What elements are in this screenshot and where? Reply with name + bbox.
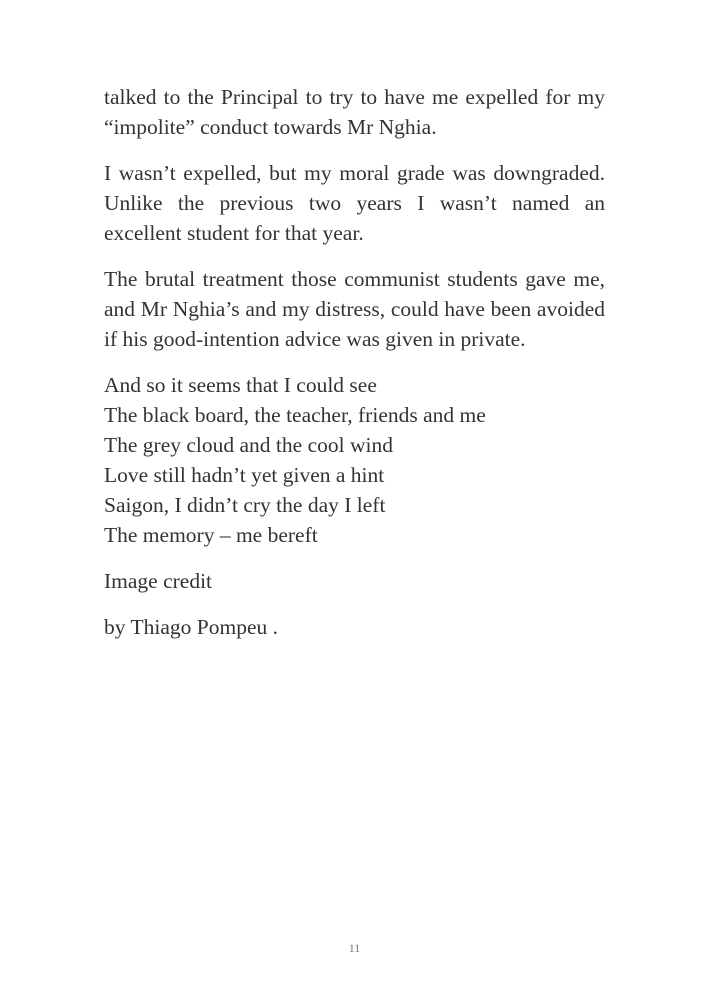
poem-line-5: Saigon, I didn’t cry the day I left bbox=[104, 493, 386, 517]
paragraph-2: I wasn’t expelled, but my moral grade was downgraded. Unlike the previous two years I wasn’t named an excellent student for that year. bbox=[104, 161, 605, 245]
image-credit-author: by Thiago Pompeu . bbox=[104, 615, 278, 639]
page-number: 11 bbox=[348, 941, 361, 955]
poem-line-2: The black board, the teacher, friends and me bbox=[104, 403, 486, 427]
poem-line-3: The grey cloud and the cool wind bbox=[104, 433, 393, 457]
image-credit-label: Image credit bbox=[104, 569, 213, 593]
poem-line-6: The memory – me bereft bbox=[104, 523, 318, 547]
paragraph-3: The brutal treatment those communist students gave me, and Mr Nghia’s and my distress, could have been avoided if his good-intention advice was given in private. bbox=[104, 267, 605, 351]
poem-line-1: And so it seems that I could see bbox=[104, 373, 377, 397]
body-text bbox=[104, 82, 605, 658]
paragraph-1: talked to the Principal to try to have me expelled for my “impolite” conduct towards Mr Nghia. bbox=[104, 85, 605, 139]
poem bbox=[104, 370, 605, 550]
poem-line-4: Love still hadn’t yet given a hint bbox=[104, 463, 385, 487]
